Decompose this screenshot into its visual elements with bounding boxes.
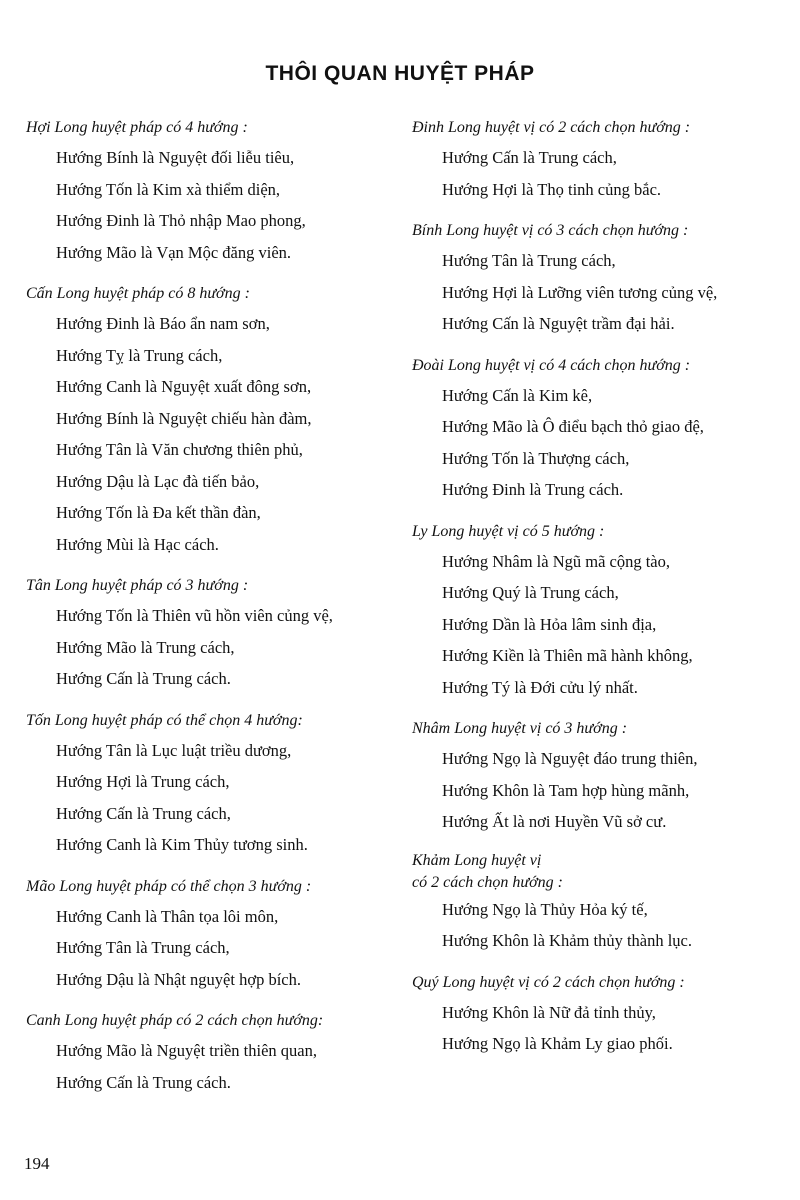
verse-line: Hướng Tốn là Thiên vũ hồn viên củng vệ, — [56, 606, 333, 625]
verse-line: Hướng Cấn là Kim kê, — [442, 385, 593, 405]
section-canh-long — [26, 1007, 406, 1098]
section-tan-long — [26, 572, 406, 695]
verse-line: Hướng Cấn là Trung cách. — [56, 669, 231, 688]
verse-line: Hướng Cấn là Trung cách, — [442, 148, 617, 167]
section-heading: Tốn Long huyệt pháp có thể chọn 4 hướng: — [26, 711, 303, 729]
verse-line: Hướng Mùi là Hạc cách. — [56, 534, 219, 554]
verse-line: Hướng Khôn là Nữ đả tỉnh thủy, — [442, 1002, 656, 1022]
section-heading: Mão Long huyệt pháp có thể chọn 3 hướng : — [26, 877, 312, 895]
section-heading: Ly Long huyệt vị có 5 hướng : — [412, 522, 605, 540]
verse-line: Hướng Tỵ là Trung cách, — [56, 345, 223, 365]
verse-line: Hướng Bính là Nguyệt chiếu hàn đàm, — [56, 408, 312, 428]
section-heading: Tân Long huyệt pháp có 3 hướng : — [26, 577, 249, 594]
section-heading: Nhâm Long huyệt vị có 3 hướng : — [412, 720, 628, 737]
section-heading: Cấn Long huyệt pháp có 8 hướng : — [26, 285, 250, 302]
left-column — [26, 114, 406, 1110]
verse-line: Hướng Đinh là Thỏ nhập Mao phong, — [56, 211, 306, 230]
section-ton-long — [26, 707, 406, 861]
section-dinh-long — [412, 114, 796, 205]
verse-line: Hướng Canh là Thân tọa lôi môn, — [56, 906, 279, 926]
verse-line: Hướng Ngọ là Nguyệt đáo trung thiên, — [442, 749, 698, 768]
section-hoi-long — [26, 114, 406, 268]
section-heading-line: có 2 cách chọn hướng : — [412, 873, 563, 891]
section-doai-long — [412, 352, 796, 506]
verse-line: Hướng Ất là nơi Huyền Vũ sở cư. — [442, 812, 667, 831]
verse-line: Hướng Khôn là Tam hợp hùng mãnh, — [442, 780, 690, 800]
page-number: 194 — [24, 1154, 50, 1173]
section-mao-long — [26, 873, 406, 996]
verse-line: Hướng Bính là Nguyệt đối liễu tiêu, — [56, 148, 295, 167]
verse-line: Hướng Dậu là Lạc đà tiến bảo, — [56, 471, 260, 491]
verse-line: Hướng Đinh là Báo ẩn nam sơn, — [56, 314, 270, 333]
section-heading: Đoài Long huyệt vị có 4 cách chọn hướng : — [412, 356, 691, 374]
verse-line: Hướng Tân là Văn chương thiên phủ, — [56, 440, 303, 459]
verse-line: Hướng Dần là Hỏa lâm sinh địa, — [442, 614, 657, 634]
verse-line: Hướng Ngọ là Khảm Ly giao phối. — [442, 1034, 673, 1053]
right-column — [412, 114, 796, 1072]
section-can-long — [26, 280, 406, 560]
section-heading: Canh Long huyệt pháp có 2 cách chọn hướng: — [26, 1012, 324, 1029]
verse-line: Hướng Tốn là Kim xà thiểm diện, — [56, 179, 281, 199]
section-kham-long — [412, 850, 796, 957]
verse-line: Hướng Mão là Trung cách, — [56, 637, 235, 657]
section-heading: Bính Long huyệt vị có 3 cách chọn hướng : — [412, 222, 689, 239]
section-heading: Hợi Long huyệt pháp có 4 hướng : — [26, 119, 248, 136]
section-heading: Đinh Long huyệt vị có 2 cách chọn hướng : — [412, 119, 691, 136]
verse-line: Hướng Cấn là Trung cách, — [56, 803, 231, 823]
verse-line: Hướng Nhâm là Ngũ mã cộng tào, — [442, 551, 670, 571]
page-title: THÔI QUAN HUYỆT PHÁP — [265, 62, 535, 85]
verse-line: Hướng Cấn là Trung cách. — [56, 1072, 231, 1092]
verse-line: Hướng Hợi là Lưỡng viên tương củng vệ, — [442, 282, 718, 302]
section-ly-long — [412, 518, 796, 704]
verse-line: Hướng Mão là Ô điểu bạch thỏ giao đệ, — [442, 417, 704, 436]
verse-line: Hướng Cấn là Nguyệt trầm đại hải. — [442, 314, 675, 333]
section-nham-long — [412, 715, 796, 838]
verse-line: Hướng Hợi là Trung cách, — [56, 772, 230, 791]
verse-line: Hướng Tốn là Đa kết thần đàn, — [56, 503, 261, 522]
verse-line: Hướng Ngọ là Thủy Hỏa ký tế, — [442, 899, 648, 919]
verse-line: Hướng Tốn là Thượng cách, — [442, 448, 630, 468]
section-binh-long — [412, 217, 796, 340]
verse-line: Hướng Hợi là Thọ tinh củng bắc. — [442, 179, 662, 199]
verse-line: Hướng Đinh là Trung cách. — [442, 480, 624, 499]
verse-line: Hướng Quý là Trung cách, — [442, 583, 619, 602]
verse-line: Hướng Tý là Đới cửu lý nhất. — [442, 677, 638, 697]
section-heading — [412, 850, 796, 894]
verse-line: Hướng Dậu là Nhật nguyệt hợp bích. — [56, 969, 301, 989]
verse-line: Hướng Mão là Vạn Mộc đăng viên. — [56, 242, 292, 262]
section-heading: Quý Long huyệt vị có 2 cách chọn hướng : — [412, 973, 685, 991]
verse-line: Hướng Tân là Lục luật triều dương, — [56, 740, 292, 760]
verse-line: Hướng Khôn là Khảm thủy thành lục. — [442, 931, 693, 950]
verse-line: Hướng Mão là Nguyệt triền thiên quan, — [56, 1041, 317, 1060]
verse-line: Hướng Canh là Kim Thủy tương sinh. — [56, 835, 308, 854]
verse-line: Hướng Kiền là Thiên mã hành không, — [442, 646, 693, 665]
section-heading-line: Khảm Long huyệt vị — [412, 851, 542, 869]
verse-line: Hướng Tân là Trung cách, — [56, 938, 230, 957]
section-quy-long — [412, 969, 796, 1060]
verse-line: Hướng Canh là Nguyệt xuất đông sơn, — [56, 377, 312, 396]
verse-line: Hướng Tân là Trung cách, — [442, 251, 616, 270]
